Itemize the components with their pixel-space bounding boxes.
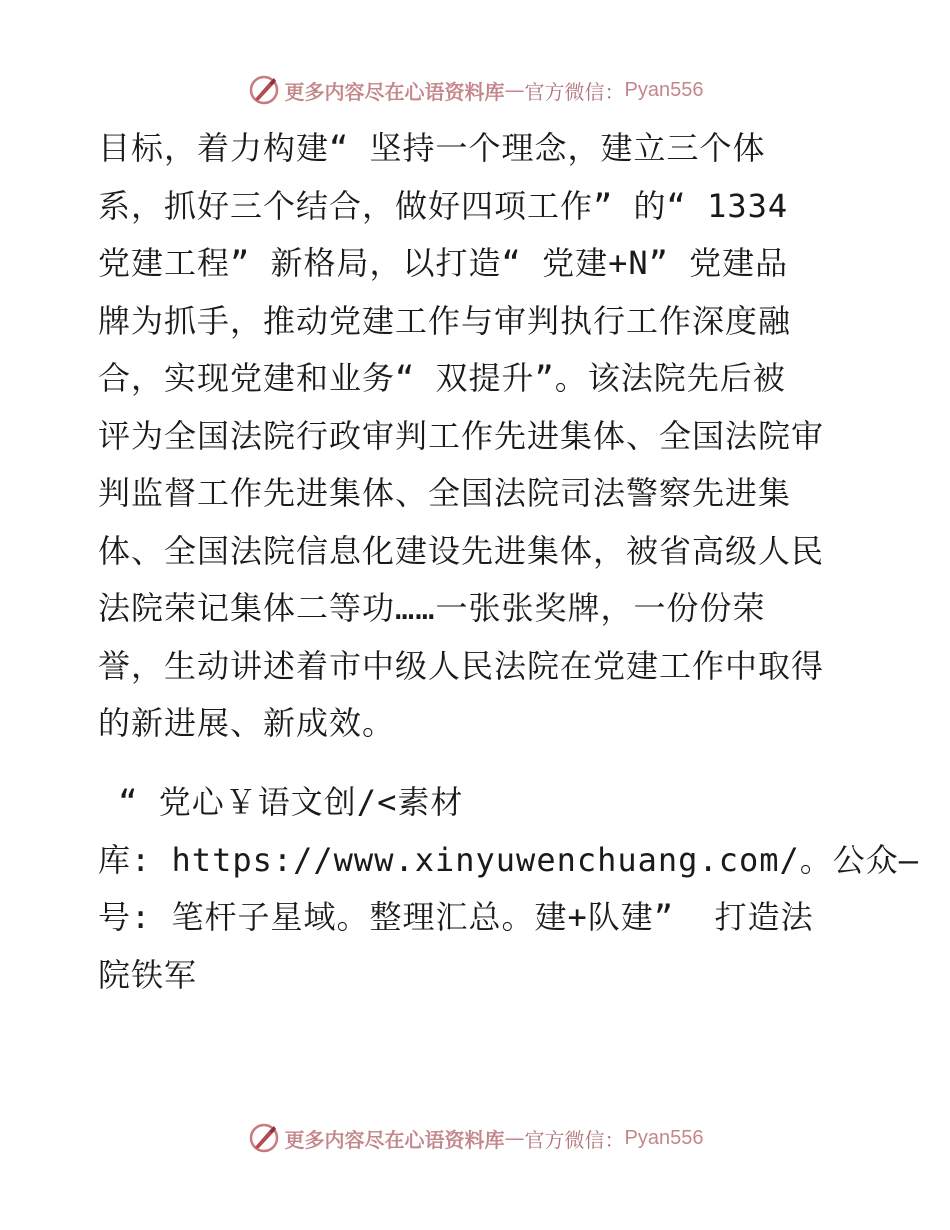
watermark-brand: 官方微信： [524,1127,625,1152]
paragraph-line: 库: https://www.xinyuwenchuang.com/。公众— [98,840,920,879]
paragraph-line: 合，实现党建和业务“ 双提升”。该法院先后被 [98,359,786,397]
paragraph-line: 体、全国法院信息化建设先进集体，被省高级人民 [98,531,825,570]
paragraph-line: “ 党心￥语文创/<素材 [98,783,464,821]
paragraph-line: 誉，生动讲述着市中级人民法院在党建工作中取得 [98,646,825,685]
watermark-id: Pyan556 [624,78,704,101]
watermark-separator: — [504,78,525,102]
header-watermark [0,70,950,110]
paragraph-line: 系，抓好三个结合，做好四项工作” 的“ 1334 [98,186,789,225]
paragraph-line: 目标，着力构建“ 坚持一个理念，建立三个体 [98,129,766,167]
footer-watermark [0,1118,950,1158]
paragraph-line: 评为全国法院行政审判工作先进集体、全国法院审 [98,416,825,455]
watermark-text: 更多内容尽在心语资料库 [284,79,505,104]
paragraph-1 [98,120,858,753]
paragraph-line: 号: 笔杆子星域。整理汇总。建+队建” 打造法 [98,898,814,936]
paragraph-line: 的新进展、新成效。 [98,704,396,742]
paragraph-line: 党建工程” 新格局，以打造“ 党建+N” 党建品 [98,244,789,282]
paragraph-line: 牌为抓手，推动党建工作与审判执行工作深度融 [98,301,792,340]
watermark-text: 更多内容尽在心语资料库 [284,1127,505,1152]
paragraph-line: 判监督工作先进集体、全国法院司法警察先进集 [98,474,792,512]
paragraph-line: 法院荣记集体二等功……一张张奖牌，一份份荣 [98,589,766,627]
pen-logo-icon [247,1121,281,1155]
pen-logo-icon [247,73,281,107]
watermark-separator: — [504,1126,525,1150]
paragraph-line: 院铁军 [98,955,198,994]
watermark-id: Pyan556 [624,1126,704,1149]
paragraph-2 [98,774,920,1004]
watermark-brand: 官方微信： [524,79,625,104]
